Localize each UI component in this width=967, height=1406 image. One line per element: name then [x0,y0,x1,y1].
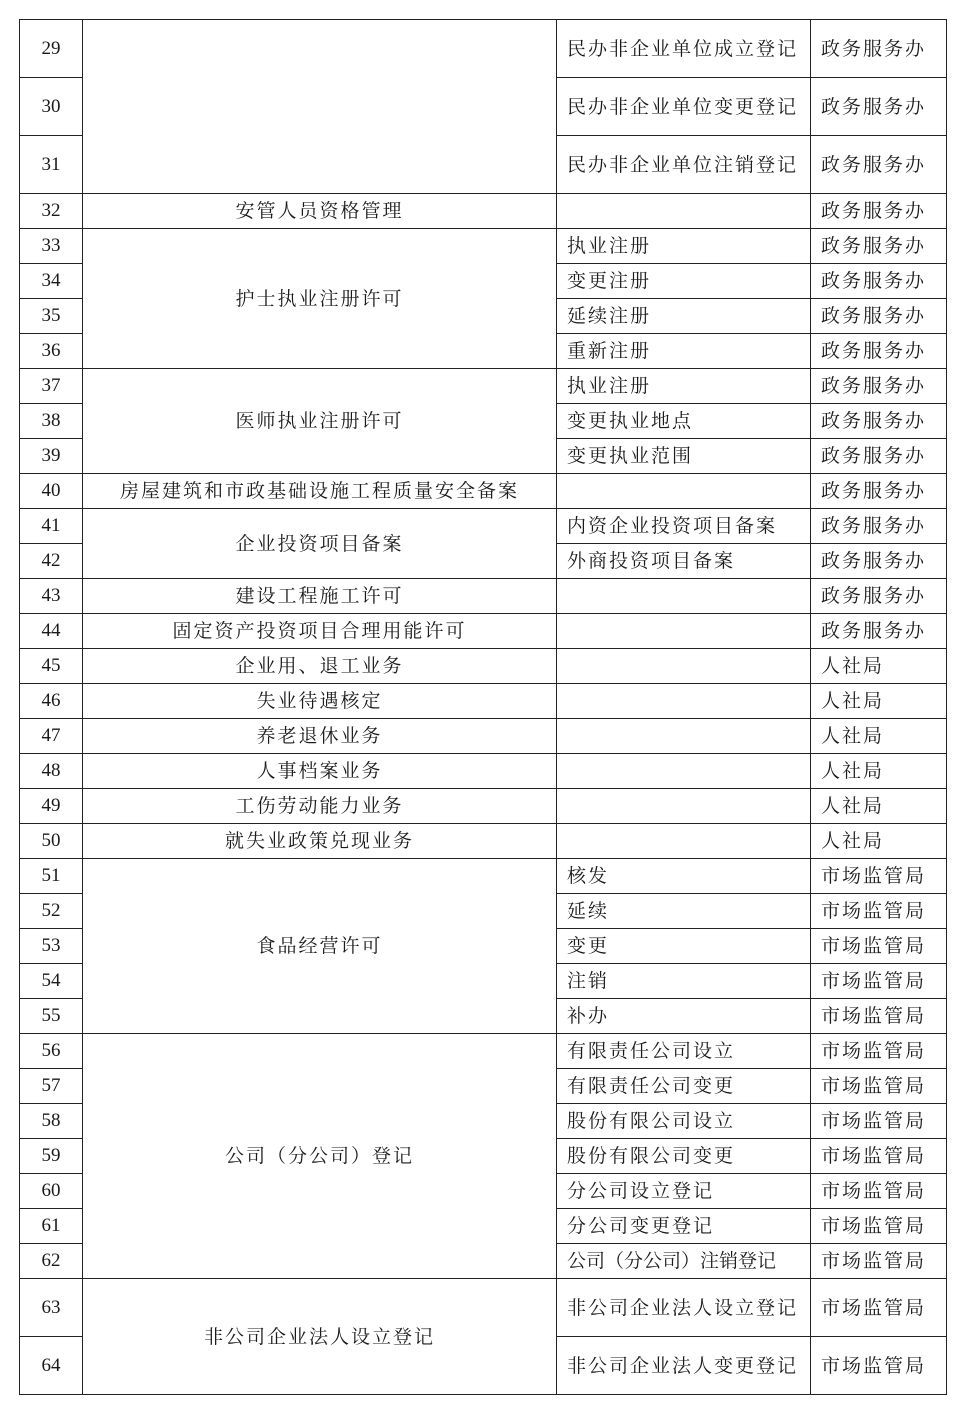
row-number: 43 [20,579,83,614]
table-row [20,824,947,859]
row-number: 40 [20,474,83,509]
row-number: 29 [20,20,83,78]
row-number: 50 [20,824,83,859]
row-number: 34 [20,264,83,299]
department: 政务服务办 [811,136,947,194]
row-number: 37 [20,369,83,404]
sub-item: 公司（分公司）注销登记 [557,1244,811,1279]
item-name: 护士执业注册许可 [83,229,557,369]
table-row [20,719,947,754]
item-name: 养老退休业务 [83,719,557,754]
item-name: 安管人员资格管理 [83,194,557,229]
department: 市场监管局 [811,964,947,999]
department: 政务服务办 [811,299,947,334]
department: 政务服务办 [811,264,947,299]
sub-item [557,474,811,509]
department: 市场监管局 [811,929,947,964]
sub-item [557,754,811,789]
row-number: 57 [20,1069,83,1104]
sub-item: 变更执业范围 [557,439,811,474]
sub-item: 有限责任公司设立 [557,1034,811,1069]
sub-item: 延续 [557,894,811,929]
table-row [20,369,947,404]
department: 市场监管局 [811,1139,947,1174]
sub-item: 分公司变更登记 [557,1209,811,1244]
department: 政务服务办 [811,369,947,404]
department: 人社局 [811,754,947,789]
sub-item [557,194,811,229]
row-number: 62 [20,1244,83,1279]
sub-item [557,684,811,719]
sub-item: 执业注册 [557,369,811,404]
sub-item: 分公司设立登记 [557,1174,811,1209]
table-row [20,684,947,719]
department: 政务服务办 [811,78,947,136]
department: 市场监管局 [811,1034,947,1069]
item-name: 企业用、退工业务 [83,649,557,684]
service-items-table [19,19,947,1395]
item-name: 非公司企业法人设立登记 [83,1279,557,1395]
row-number: 59 [20,1139,83,1174]
sub-item: 股份有限公司设立 [557,1104,811,1139]
sub-item: 有限责任公司变更 [557,1069,811,1104]
department: 人社局 [811,719,947,754]
row-number: 42 [20,544,83,579]
department: 政务服务办 [811,20,947,78]
item-name: 失业待遇核定 [83,684,557,719]
item-name: 医师执业注册许可 [83,369,557,474]
department: 市场监管局 [811,1104,947,1139]
sub-item [557,789,811,824]
table-row [20,859,947,894]
sub-item: 非公司企业法人变更登记 [557,1337,811,1395]
sub-item: 民办非企业单位成立登记 [557,20,811,78]
sub-item: 内资企业投资项目备案 [557,509,811,544]
department: 政务服务办 [811,404,947,439]
department: 人社局 [811,649,947,684]
department: 市场监管局 [811,1337,947,1395]
table-row [20,474,947,509]
row-number: 53 [20,929,83,964]
sub-item: 民办非企业单位注销登记 [557,136,811,194]
table-row [20,579,947,614]
department: 人社局 [811,824,947,859]
sub-item: 股份有限公司变更 [557,1139,811,1174]
department: 政务服务办 [811,334,947,369]
row-number: 33 [20,229,83,264]
row-number: 44 [20,614,83,649]
sub-item [557,614,811,649]
table-row [20,614,947,649]
row-number: 47 [20,719,83,754]
sub-item: 核发 [557,859,811,894]
row-number: 56 [20,1034,83,1069]
sub-item: 变更注册 [557,264,811,299]
table-row [20,509,947,544]
item-name: 房屋建筑和市政基础设施工程质量安全备案 [83,474,557,509]
department: 政务服务办 [811,544,947,579]
sub-item [557,649,811,684]
department: 市场监管局 [811,999,947,1034]
department: 政务服务办 [811,614,947,649]
sub-item [557,824,811,859]
sub-item [557,579,811,614]
sub-item: 注销 [557,964,811,999]
department: 市场监管局 [811,1244,947,1279]
department: 市场监管局 [811,894,947,929]
sub-item: 非公司企业法人设立登记 [557,1279,811,1337]
department: 政务服务办 [811,474,947,509]
row-number: 58 [20,1104,83,1139]
department: 政务服务办 [811,194,947,229]
department: 政务服务办 [811,509,947,544]
item-name: 建设工程施工许可 [83,579,557,614]
department: 政务服务办 [811,229,947,264]
item-name: 就失业政策兑现业务 [83,824,557,859]
row-number: 52 [20,894,83,929]
department: 人社局 [811,789,947,824]
row-number: 51 [20,859,83,894]
row-number: 30 [20,78,83,136]
row-number: 46 [20,684,83,719]
item-name: 食品经营许可 [83,859,557,1034]
item-name: 固定资产投资项目合理用能许可 [83,614,557,649]
table-row [20,194,947,229]
row-number: 39 [20,439,83,474]
sub-item: 民办非企业单位变更登记 [557,78,811,136]
row-number: 63 [20,1279,83,1337]
row-number: 64 [20,1337,83,1395]
sub-item: 执业注册 [557,229,811,264]
sub-item: 变更执业地点 [557,404,811,439]
item-name [83,20,557,194]
item-name: 人事档案业务 [83,754,557,789]
row-number: 48 [20,754,83,789]
sub-item: 补办 [557,999,811,1034]
table-row [20,229,947,264]
item-name: 公司（分公司）登记 [83,1034,557,1279]
row-number: 55 [20,999,83,1034]
row-number: 49 [20,789,83,824]
department: 市场监管局 [811,1279,947,1337]
row-number: 45 [20,649,83,684]
row-number: 36 [20,334,83,369]
sub-item: 变更 [557,929,811,964]
sub-item [557,719,811,754]
table-row [20,1279,947,1337]
table-row [20,789,947,824]
table-row [20,1034,947,1069]
table-row [20,754,947,789]
department: 政务服务办 [811,579,947,614]
sub-item: 外商投资项目备案 [557,544,811,579]
department: 人社局 [811,684,947,719]
item-name: 工伤劳动能力业务 [83,789,557,824]
department: 市场监管局 [811,859,947,894]
row-number: 54 [20,964,83,999]
row-number: 31 [20,136,83,194]
table-row [20,649,947,684]
department: 市场监管局 [811,1209,947,1244]
row-number: 60 [20,1174,83,1209]
row-number: 32 [20,194,83,229]
row-number: 41 [20,509,83,544]
department: 市场监管局 [811,1069,947,1104]
row-number: 38 [20,404,83,439]
row-number: 61 [20,1209,83,1244]
department: 政务服务办 [811,439,947,474]
sub-item: 重新注册 [557,334,811,369]
table-row [20,20,947,78]
row-number: 35 [20,299,83,334]
sub-item: 延续注册 [557,299,811,334]
department: 市场监管局 [811,1174,947,1209]
item-name: 企业投资项目备案 [83,509,557,579]
